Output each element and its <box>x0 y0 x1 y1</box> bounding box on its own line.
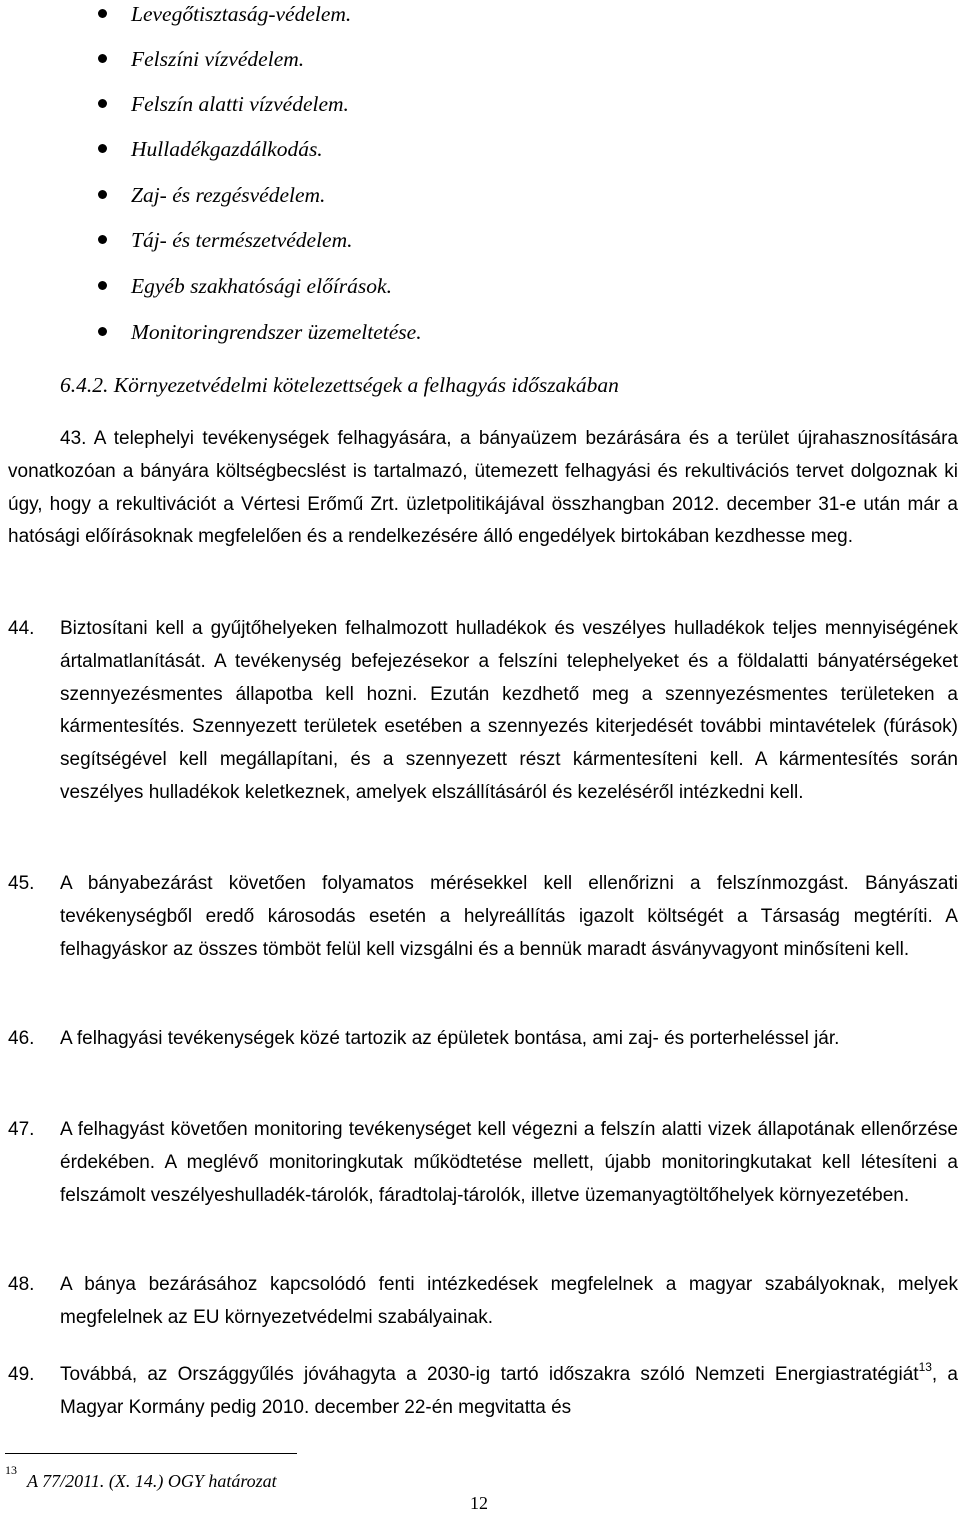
paragraph-text <box>8 423 958 554</box>
footnote-reference[interactable]: 13 <box>918 1359 932 1374</box>
bullet-icon <box>98 327 107 336</box>
footnote-number: 13 <box>5 1463 17 1477</box>
list-item <box>0 318 900 358</box>
paragraph-body: Továbbá, az Országgyűlés jóváhagyta a 2030-ig tartó időszakra szóló Nemzeti Energiastratégiát <box>60 1364 919 1385</box>
bullet-text: Táj- és természetvédelem. <box>131 228 353 252</box>
paragraph-number: 49. <box>8 1364 35 1385</box>
bullet-icon <box>98 99 107 108</box>
bullet-text: Monitoringrendszer üzemeltetése. <box>131 320 422 344</box>
bullet-text: Levegőtisztaság-védelem. <box>131 2 352 26</box>
bullet-icon <box>98 281 107 290</box>
list-item <box>0 181 900 221</box>
list-item <box>0 45 900 85</box>
bullet-icon <box>98 54 107 63</box>
list-item <box>0 135 900 175</box>
bullet-icon <box>98 9 107 18</box>
paragraph-number: 45. <box>8 873 35 894</box>
paragraph-text: A bánya bezárásához kapcsolódó fenti intézkedések megfelelnek a magyar szabályoknak, melyek megfelelnek az EU környezetvédelmi szabályainak. <box>60 1274 958 1328</box>
bullet-text: Felszín alatti vízvédelem. <box>131 92 349 116</box>
footnote-text: A 77/2011. (X. 14.) OGY határozat <box>27 1471 277 1491</box>
bullet-text: Zaj- és rezgésvédelem. <box>131 183 326 207</box>
bullet-icon <box>98 144 107 153</box>
bullet-text: Hulladékgazdálkodás. <box>131 137 323 161</box>
paragraph-number: 43. <box>60 428 87 449</box>
paragraph-text: A felhagyási tevékenységek közé tartozik az épületek bontása, ami zaj- és porterheléssel jár. <box>60 1028 840 1049</box>
paragraph-number: 47. <box>8 1119 35 1140</box>
bullet-icon <box>98 190 107 199</box>
paragraph-text <box>60 1359 958 1425</box>
list-item <box>0 272 900 312</box>
footnote-separator <box>5 1453 297 1454</box>
section-heading: 6.4.2. Környezetvédelmi kötelezettségek a felhagyás időszakában <box>60 373 619 397</box>
paragraph-text: A bányabezárást követően folyamatos mérésekkel kell ellenőrizni a felszínmozgást. Bányászati tevékenységből eredő károsodás esetén a helyreállítás igazolt költségét a Társaság megtéríti. A felhagyáskor az összes tömböt felül kell vizsgálni és a bennük maradt ásványvagyont minősíteni kell. <box>60 873 958 960</box>
list-item <box>0 226 900 266</box>
paragraph-number: 48. <box>8 1274 35 1295</box>
bullet-icon <box>98 235 107 244</box>
page-number: 12 <box>470 1493 488 1513</box>
bullet-text: Felszíni vízvédelem. <box>131 47 305 71</box>
list-item <box>0 90 900 130</box>
bullet-text: Egyéb szakhatósági előírások. <box>131 274 392 298</box>
paragraph-text: A felhagyást követően monitoring tevékenységet kell végezni a felszín alatti vizek állapotának ellenőrzése érdekében. A meglévő monitoringkutak működtetése mellett, újabb monitoringkutakat kell létesíteni a felszámolt veszélyeshulladék-tárolók, fáradtolaj-tárolók, illetve üzemanyagtöltőhelyek környezetében. <box>60 1119 958 1206</box>
paragraph-body: A telephelyi tevékenységek felhagyására, a bányaüzem bezárására és a terület újrahasznosítására vonatkozóan a bányára költségbecslést is tartalmazó, ütemezett felhagyási és rekultivációs tervet dolgoznak ki úgy, hogy a rekultivációt a Vértesi Erőmű Zrt. üzletpolitikájával összhangban 2012. december 31-e után már a hatósági előírásoknak megfelelően és a rendelkezésére álló engedélyek birtokában kezdhesse meg. <box>8 428 958 548</box>
paragraph-text: Biztosítani kell a gyűjtőhelyeken felhalmozott hulladékok és veszélyes hulladékok teljes mennyiségének ártalmatlanítását. A tevékenység befejezésekor a felszíni telephelyeket és a földalatti bányatérségeket szennyezésmentes állapotba kell hozni. Ezután kezdhető meg a szennyezésmentes területeken a kármentesítés. Szennyezett területek esetében a szennyezés kiterjedését további mintavételek (fúrások) segítségével kell megállapítani, és a szennyezett részt kármentesíteni kell. A kármentesítés során veszélyes hulladékok keletkeznek, amelyek elszállításáról és kezeléséről intézkedni kell. <box>60 618 958 803</box>
paragraph-number: 44. <box>8 618 35 639</box>
list-item <box>0 0 900 40</box>
paragraph-number: 46. <box>8 1028 35 1049</box>
paragraph-body-continued: , a Magyar Kormány pedig 2010. december 22-én megvitatta és <box>60 1364 959 1418</box>
